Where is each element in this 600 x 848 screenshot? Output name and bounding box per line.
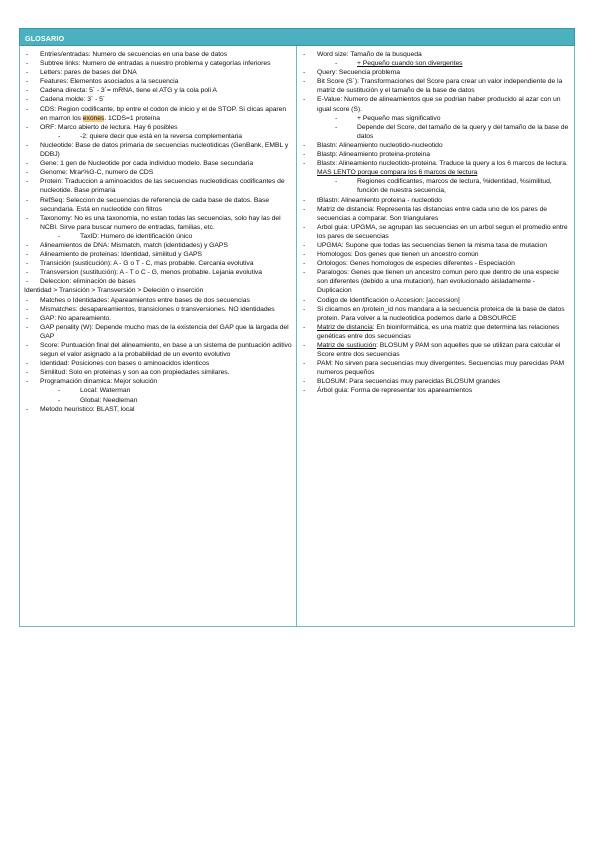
entry-text-part: + Pequeño mas significativo [357, 114, 441, 122]
glossary-entry [301, 141, 570, 150]
entry-text [317, 68, 570, 77]
bullet-marker: - [335, 178, 338, 186]
entry-text-part: Alineamientos de DNA: Mismatch, match (identidades) y GAPS [40, 241, 228, 249]
bullet-marker: - [303, 305, 306, 313]
bullet-marker: - [303, 160, 306, 168]
glossary-entry [301, 268, 570, 295]
glossary-entry [301, 95, 570, 113]
entry-text [40, 250, 292, 259]
entry-text [40, 177, 292, 195]
entry-text-part: PAM: No sirven para secuencias muy divergentes. Secuencias muy parecidas PAM numeros pequeños [317, 360, 565, 377]
entry-text [40, 305, 292, 314]
bullet-marker: - [26, 305, 29, 313]
entry-text-part: Gene: 1 gen de Nucleotide por cada individuo modelo. Base secundaria [40, 160, 254, 168]
entry-text-part: Si clicamos en /protein_id nos mandara a la secuencia proteica de la base de datos protein. Para volver a la nucleotidica podemos darle a DBSOURCE [317, 305, 565, 322]
glossary-entry [301, 341, 570, 359]
entry-text [40, 268, 292, 277]
entry-text [40, 241, 292, 250]
bullet-marker: - [26, 96, 29, 104]
entry-text-part: Alineamiento de proteinas: Identidad, similitud y GAPS [40, 251, 203, 259]
entry-text-part: + Pequeño cuando son divergentes [357, 60, 463, 68]
entry-text [24, 286, 292, 295]
entry-text [40, 277, 292, 286]
entry-text-part: Homologos: Dos genes que tienen un ancestro común [317, 251, 479, 259]
entry-text [317, 305, 570, 323]
glossary-entry [24, 305, 292, 314]
bullet-marker: - [26, 69, 29, 77]
bullet-marker: - [58, 396, 61, 404]
glossary-entry [24, 241, 292, 250]
bullet-marker: - [335, 123, 338, 131]
entry-text-part: Global: Needleman [80, 396, 138, 404]
bullet-marker: - [303, 223, 306, 231]
glossary-entry [301, 114, 570, 123]
bullet-marker: - [303, 96, 306, 104]
bullet-marker: - [26, 323, 29, 331]
bullet-marker: - [58, 232, 61, 240]
glossary-entry [24, 396, 292, 405]
glossary-entry [24, 314, 292, 323]
entry-text [317, 241, 570, 250]
glossary-entry [24, 368, 292, 377]
glossary-table [19, 46, 575, 627]
entry-text-part: E-Value: Numero de alineamientos que se podrian haber producido al azar con un igual score (S). [317, 96, 561, 113]
bullet-marker: - [58, 387, 61, 395]
bullet-marker: - [303, 196, 306, 204]
entry-text [317, 268, 570, 295]
entry-text-part: Similitud: Solo en proteinas y son aa con propiedades similares. [40, 369, 230, 377]
bullet-marker: - [26, 278, 29, 286]
bullet-marker: - [303, 387, 306, 395]
bullet-marker: - [26, 78, 29, 86]
bullet-marker: - [303, 342, 306, 349]
bullet-marker: - [303, 205, 306, 213]
entry-text-part: Local: Waterman [80, 387, 131, 395]
glossary-entry [24, 68, 292, 77]
entry-text-part: Ortologos: Genes homologos de especies diferentes - Especiación [317, 260, 515, 268]
bullet-marker: - [26, 141, 29, 149]
bullet-marker: - [303, 51, 306, 58]
entry-text-part: GAP: No apareamiento. [40, 314, 112, 322]
bullet-marker: - [26, 241, 29, 249]
glossary-entry [24, 341, 292, 359]
entry-text-part: Matches o Identidades: Apareamientos entre bases de dos secuencias [40, 296, 250, 304]
glossary-entry [24, 359, 292, 368]
glossary-entry [301, 259, 570, 268]
bullet-marker: - [303, 360, 306, 368]
bullet-marker: - [26, 369, 29, 377]
entry-text [317, 205, 570, 223]
glossary-entry [24, 168, 292, 177]
glossary-entry [24, 214, 292, 232]
left-column [20, 46, 297, 626]
entry-text [40, 377, 292, 386]
glossary-entry [301, 50, 570, 59]
entry-text-part: Árbol guia: Forma de representar los apareamientos [317, 387, 473, 395]
bullet-marker: - [58, 132, 61, 140]
entry-text [317, 223, 570, 241]
entry-text [317, 50, 570, 59]
bullet-marker: - [26, 378, 29, 386]
entry-text [317, 150, 570, 159]
glossary-entry [24, 50, 292, 59]
glossary-entry [24, 77, 292, 86]
entry-text [357, 114, 570, 123]
glossary-entry [24, 105, 292, 123]
entry-text [357, 59, 570, 68]
entry-text-part: Metodo heuristico: BLAST, local [40, 405, 135, 413]
entry-text [357, 123, 570, 141]
bullet-marker: - [335, 114, 338, 122]
right-column [297, 46, 574, 626]
entry-text-part: Paralogos: Genes que tienen un ancestro comun pero que dentro de una especie son diferentes (debido a una mutacion), han evolucionado aisladamente - Duplicacion [317, 269, 559, 295]
entry-text-part: Genome: Mrar%G-C, numero de CDS [40, 169, 154, 177]
entry-text [40, 123, 292, 132]
entry-text-part: Bit Score (S´): Transformaciones del Score para crear un valor independiente de la matriz de sustitución y el tamaño de la base de datos [317, 78, 563, 95]
bullet-marker: - [303, 269, 306, 277]
entry-text [40, 368, 292, 377]
glossary-entry [24, 286, 292, 295]
glossary-entry [24, 196, 292, 214]
entry-text [40, 405, 292, 414]
entry-text-part: ORF: Marco abierto de lectura. Hay 6 posibles [40, 123, 178, 131]
glossary-entry [24, 377, 292, 386]
entry-text [40, 168, 292, 177]
entry-text [317, 95, 570, 113]
bullet-marker: - [26, 60, 29, 68]
glossary-entry [24, 159, 292, 168]
underlined-term: MAS LENTO porque compara los 6 marcos de lectura [317, 169, 478, 177]
entry-text [80, 232, 292, 241]
bullet-marker: - [26, 105, 29, 113]
entry-text-part: CDS: Region codificante, bp entre el codon de inicio y el de STOP. Si clicas aparen en marron los [40, 105, 287, 122]
bullet-marker: - [303, 260, 306, 268]
glossary-entry [301, 59, 570, 68]
entry-text [317, 296, 570, 305]
entry-text-part: Cadena directa: 5´ - 3´= mRNA, tiene el ATG y la cola poli A [40, 87, 217, 95]
entry-text-part: Arbol guia: UPGMA, se agrupan las secuencias en un arbol segun el promedio entre los pares de secuencias [317, 223, 568, 240]
entry-text-part: Query: Secuencia problema [317, 69, 401, 77]
entry-text [40, 77, 292, 86]
glossary-entry [301, 77, 570, 95]
entry-text-part: : BLOSUM y PAM son aquelles que se utilizan para calcular el Score entre dos secuencias [317, 342, 561, 359]
bullet-marker: - [303, 141, 306, 149]
entry-text [40, 314, 292, 323]
bullet-marker: - [26, 269, 29, 277]
glossary-entry [301, 150, 570, 159]
glossary-entry [24, 59, 292, 68]
highlighted-word: exones [82, 114, 105, 122]
glossary-entry [301, 377, 570, 386]
bullet-marker: - [303, 78, 306, 86]
glossary-entry [24, 386, 292, 395]
entry-text [317, 250, 570, 259]
entry-text [40, 141, 292, 159]
entry-text-part: Mismatches: desapareamientos, transiciones o transversiones. NO identidades [40, 305, 275, 313]
entry-text [317, 77, 570, 95]
bullet-marker: - [26, 160, 29, 168]
glossary-entry [24, 232, 292, 241]
entry-text-part: Identidad: Posiciones con bases o aminoacidos identicos [40, 360, 210, 368]
glossary-entry [24, 141, 292, 159]
glossary-entry [301, 205, 570, 223]
bullet-marker: - [26, 296, 29, 304]
glossary-page [19, 28, 575, 627]
entry-text [40, 323, 292, 341]
bullet-marker: - [303, 378, 306, 386]
entry-text-part: Identidad > Transición > Transversión > Deleción o inserción [24, 287, 204, 295]
entry-text-part: Protein: Traduccion a aminoacidos de las secuencias nucleotidicas codificantes de nucleotide. Base primaria [40, 178, 285, 195]
entry-text-part: Regiones codificantes, marcos de lectura, %identidad, %similitud, función de nuestra secuencia, [357, 178, 552, 195]
entry-text [40, 68, 292, 77]
entry-text [40, 359, 292, 368]
bullet-marker: - [303, 251, 306, 259]
glossary-entry [301, 250, 570, 259]
entry-text-part: Matriz de distancia: Representa las distancias entre cada uno de los pares de secuencias a comparar. Son triangulares [317, 205, 548, 222]
glossary-entry [24, 296, 292, 305]
entry-text [317, 359, 570, 377]
bullet-marker: - [26, 360, 29, 368]
bullet-marker: - [26, 123, 29, 131]
glossary-entry [24, 323, 292, 341]
entry-text [357, 177, 570, 195]
glossary-entry [301, 68, 570, 77]
bullet-marker: - [26, 51, 29, 58]
entry-text [317, 377, 570, 386]
entry-text-part: BLOSUM: Para secuencias muy parecidas BLOSUM grandes [317, 378, 501, 386]
glossary-entry [24, 250, 292, 259]
entry-text [80, 396, 292, 405]
entry-text-part: UPGMA: Supone que todas las secuencias tienen la misma tasa de mutacion [317, 241, 547, 249]
entry-text [317, 259, 570, 268]
entry-text-part: Blastp: Alineamiento proteina-proteina [317, 151, 430, 159]
entry-text-part: Word size: Tamaño de la busqueda [317, 51, 422, 58]
entry-text-part: Programación dinamica: Mejor solución [40, 378, 158, 386]
glossary-entry [24, 177, 292, 195]
bullet-marker: - [303, 241, 306, 249]
entry-text [317, 341, 570, 359]
glossary-entry [301, 305, 570, 323]
bullet-marker: - [26, 87, 29, 95]
glossary-entry [301, 296, 570, 305]
glossary-entry [24, 123, 292, 132]
bullet-marker: - [26, 260, 29, 268]
entry-text-part: Nucleotide: Base de datos primaria de secuencias nucleotidicas (GenBank, EMBL y DDBJ) [40, 141, 289, 159]
bullet-marker: - [26, 169, 29, 177]
glossary-entry [24, 259, 292, 268]
entry-text [40, 59, 292, 68]
entry-text-part: Transición (susticución): A - G o T - C, mas probable. Cercania evolutiva [40, 260, 254, 268]
glossary-entry [24, 277, 292, 286]
glossary-title: GLOSARIO [25, 34, 65, 43]
entry-text-part: Deleccion: eliminación de bases [40, 278, 136, 286]
glossary-entry [24, 95, 292, 104]
bullet-marker: - [26, 314, 29, 322]
entry-text-part: Depende del Score, del tamaño de la query y del tamaño de la base de datos [357, 123, 569, 140]
glossary-entry [24, 86, 292, 95]
entry-text [40, 296, 292, 305]
entry-text [40, 95, 292, 104]
bullet-marker: - [303, 69, 306, 77]
bullet-marker: - [26, 405, 29, 413]
glossary-entry [301, 159, 570, 177]
glossary-entry [301, 241, 570, 250]
entry-text-part: Cadena molde: 3´ - 5´ [40, 96, 106, 104]
entry-text-part: : En bioinformática, es una matriz que determina las relaciones genéticas entre dos secuencias [317, 323, 560, 340]
entry-text [40, 196, 292, 214]
entry-text-part: Entries/entradas: Numero de secuencias en una base de datos [40, 51, 228, 58]
bullet-marker: - [335, 60, 338, 68]
bullet-marker: - [303, 323, 306, 331]
entry-text [80, 386, 292, 395]
glossary-entry [24, 132, 292, 141]
glossary-entry [301, 196, 570, 205]
entry-text-part: TaxID: Humero de identificación único [80, 232, 193, 240]
bullet-marker: - [26, 251, 29, 259]
entry-text-part: tBlastn: Alineamiento proteina - nucleotido [317, 196, 442, 204]
entry-text [80, 132, 292, 141]
entry-text [40, 86, 292, 95]
entry-text-part: GAP penality (W): Depende mucho mas de la existencia del GAP que la largada del GAP [40, 323, 289, 340]
entry-text-part: Taxonomy: No es una taxonomia, no estan todas las secuencias, solo hay las del NCBI. Sirve para buscar numero de entradas, familias, etc. [40, 214, 281, 231]
entry-text-part: Transversion (sustitución): A - T o C - G, menos probable. Lejania evolutiva [40, 269, 262, 277]
entry-text [317, 196, 570, 205]
glossary-header [19, 28, 575, 46]
entry-text-part: Letters: pares de bases del DNA [40, 69, 137, 77]
entry-text [40, 50, 292, 59]
entry-text-part: Score: Puntuación final del alineamiento, en base a un sistema de puntuación aditivo segun el valor asignado a la probabilidad de un evento evolutivo [40, 342, 292, 359]
entry-text [317, 159, 570, 177]
entry-text-part: Features: Elementos asociados a la secuencia [40, 78, 179, 86]
entry-text [40, 214, 292, 232]
glossary-entry [301, 359, 570, 377]
bullet-marker: - [26, 342, 29, 349]
entry-text [317, 386, 570, 395]
entry-text-part: Subtree links: Numero de entradas a nuestro problema y categorías inferiores [40, 60, 271, 68]
entry-text-part: -2: quiere decir que está en la reversa complementaria [80, 132, 243, 140]
entry-text-part: Blastn: Alineamiento nucleotido-nucleotido [317, 141, 443, 149]
entry-text [40, 159, 292, 168]
glossary-entry [301, 386, 570, 395]
entry-text [40, 105, 292, 123]
entry-text [317, 141, 570, 150]
underlined-term: Matriz de distancia [317, 323, 373, 331]
bullet-marker: - [26, 196, 29, 204]
glossary-entry [24, 268, 292, 277]
bullet-marker: - [303, 296, 306, 304]
entry-text-part: Codigo de Identificación o Accesion: [accession] [317, 296, 460, 304]
bullet-marker: - [26, 178, 29, 186]
glossary-entry [301, 123, 570, 141]
bullet-marker: - [303, 151, 306, 159]
glossary-entry [301, 177, 570, 195]
entry-text [40, 259, 292, 268]
underlined-term: Matriz de sustiución [317, 342, 377, 349]
entry-text [317, 323, 570, 341]
entry-text-part: . 1CDS=1 proteína [104, 114, 161, 122]
glossary-entry [24, 405, 292, 414]
glossary-entry [301, 223, 570, 241]
bullet-marker: - [26, 214, 29, 222]
entry-text [40, 341, 292, 359]
entry-text-part: RefSeq: Seleccion de secuencias de referencia de cada base de datos. Base secundaria. Está en nucleotide con filtros [40, 196, 270, 213]
entry-text-part: Blastx: Alineamiento nucleotido-proteina. Traduce la query a los 6 marcos de lectura. [317, 160, 568, 168]
glossary-entry [301, 323, 570, 341]
